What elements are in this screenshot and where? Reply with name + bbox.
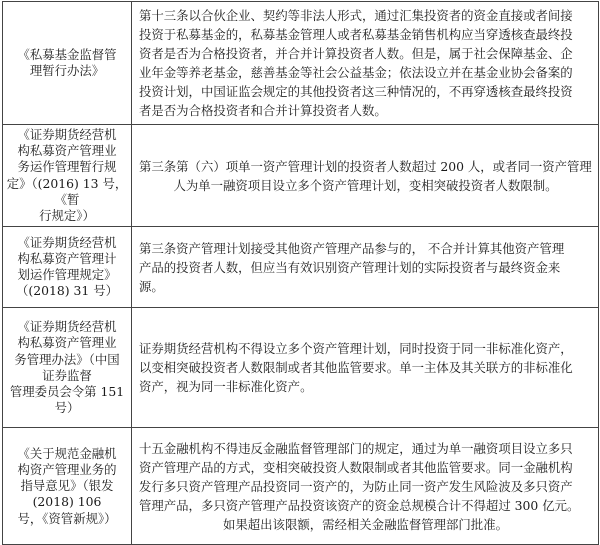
regulation-name-line: 管理委员会令第 151: [9, 383, 125, 399]
regulation-name-line: 《关于规范金融机: [17, 445, 117, 461]
regulation-name-line: 行规定》）: [39, 208, 95, 224]
regulation-name-line: 《证券期货经营机: [17, 127, 117, 142]
regulation-content-line: 业年金等养老基金，慈善基金等社会公益基金；依法设立并在基金业协会备案的: [139, 65, 573, 80]
regulation-content-cell: [132, 308, 599, 428]
regulation-name-line: 构私募资产管理计: [17, 251, 117, 267]
regulation-name-line: 划运作管理规定》: [17, 267, 117, 283]
regulation-content-line: 资产，视为同一非标准化资产。: [139, 379, 313, 395]
regulation-name-line: 构私募资产管理业: [17, 143, 117, 159]
regulation-name-cell: [3, 308, 132, 428]
regulation-content-line: 第三条资产管理计划接受其他资产管理产品参与的， 不合并计算其他资产管理: [139, 240, 565, 256]
regulation-name-line: 号）: [54, 400, 80, 416]
regulation-name-line: 理暂行办法》: [29, 63, 105, 78]
table-row: [3, 2, 599, 125]
regulation-name-line: 定》（(2016) 13 号，《暂: [6, 175, 128, 207]
regulation-content-line: 产品的投资者人数，但应当有效识别资产管理计划的实际投资者与最终资金来: [139, 259, 561, 275]
regulation-content-line: 资者是否为合格投资者，并合并计算投资者人数。但是，属于社会保障基金、企: [139, 46, 573, 61]
regulation-content-line: 人为单一融资项目设立多个资产管理计划，变相突破投资者人数限制。: [173, 177, 558, 193]
regulation-name-cell: [3, 125, 132, 227]
regulation-name-line: 《证券期货经营机: [17, 234, 117, 250]
regulation-content-line: 投资计划，中国证监会规定的其他投资者这三种情况的，不再穿透核查最终投资: [139, 84, 573, 99]
regulation-name-line: 证券监督: [42, 367, 92, 383]
regulation-table: [2, 1, 599, 545]
regulation-content-line: 证券期货经营机构不得设立多个资产管理计划，同时投资于同一非标准化资产，: [139, 341, 573, 357]
regulation-name-cell: [3, 227, 132, 308]
regulation-name-line: 务管理办法》（中国: [14, 351, 120, 367]
regulation-name-line: 《私募基金监督管: [17, 46, 117, 62]
regulation-name-line: 务运作管理暂行规: [17, 159, 117, 175]
regulation-content-cell: [132, 428, 599, 545]
regulation-content-line: 源。: [139, 278, 164, 294]
regulation-name-line: （(2018) 31 号）: [15, 283, 119, 299]
regulation-content-line: 以变相突破投资者人数限制或者其他监管要求。单一主体及其关联方的非标准化: [139, 360, 573, 376]
table-row: [3, 428, 599, 545]
regulation-content-line: 发行多只资产管理产品投资同一资产的，为防止同一资产发生风险波及多只资产: [139, 478, 573, 494]
regulation-content-line: 第三条第（六）项单一资产管理计划的投资者人数超过 200 人，或者同一资产管理: [139, 158, 592, 174]
regulation-name-line: (2018) 106: [32, 494, 102, 510]
regulation-name-line: 构私募资产管理业: [17, 335, 117, 351]
regulation-content-line: 十五金融机构不得违反金融监督管理部门的规定，通过为单一融资项目设立多只: [139, 440, 573, 456]
regulation-content-line: 管理产品，多只资产管理产品投资该资产的资金总规模合计不得超过 300 亿元。: [139, 497, 580, 513]
regulation-content-line: 如果超出该限额，需经相关金融监督管理部门批准。: [223, 516, 508, 532]
table-row: [3, 227, 599, 308]
regulation-name-line: 号，《资管新规》）: [17, 510, 117, 526]
table-row: [3, 125, 599, 227]
regulation-content-line: 第十三条以合伙企业、契约等非法人形式，通过汇集投资者的资金直接或者间接: [139, 8, 573, 23]
regulation-content-cell: [132, 2, 599, 125]
regulation-content-cell: [132, 125, 599, 227]
regulation-name-line: 构资产管理业务的: [17, 461, 117, 477]
regulation-content-line: 投资于私募基金的，私募基金管理人或者私募基金销售机构应当穿透核查最终投: [139, 27, 573, 42]
regulation-content-cell: [132, 227, 599, 308]
table-row: [3, 308, 599, 428]
regulation-name-cell: [3, 428, 132, 545]
regulation-name-line: 指导意见》（银发: [20, 478, 114, 494]
regulation-name-line: 《证券期货经营机: [17, 319, 117, 335]
regulation-content-line: 者是否为合格投资者和合并计算投资者人数。: [139, 103, 387, 118]
regulation-content-line: 资产管理产品的方式，变相突破投资人数限制或者其他监管要求。同一金融机构: [139, 459, 573, 475]
regulation-name-cell: [3, 2, 132, 125]
